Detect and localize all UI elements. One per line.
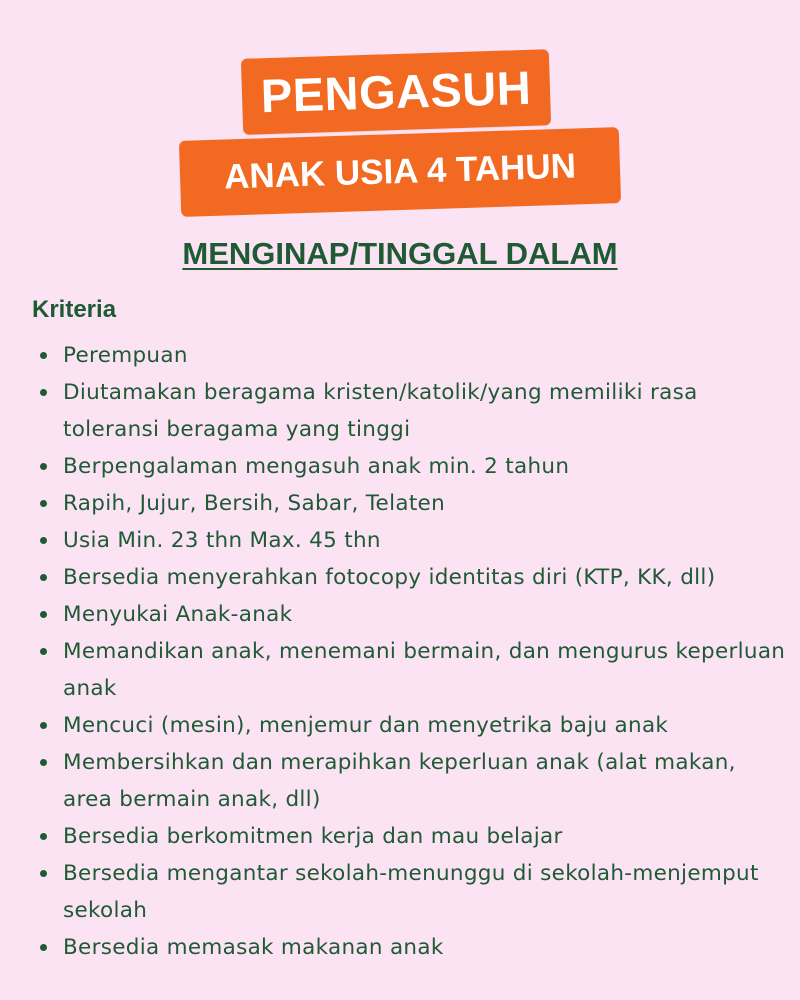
list-item xyxy=(30,707,790,744)
list-item-text: Bersedia menyerahkan fotocopy identitas diri (KTP, KK, dll) xyxy=(63,565,716,590)
bullet-icon xyxy=(40,833,47,840)
list-item xyxy=(30,559,790,596)
bullet-icon xyxy=(40,389,47,396)
bullet-icon xyxy=(40,500,47,507)
list-item-text: Mencuci (mesin), menjemur dan menyetrika baju anak xyxy=(63,713,669,738)
list-item-text: Bersedia memasak makanan anak xyxy=(63,935,444,960)
list-item xyxy=(30,522,790,559)
list-item xyxy=(30,374,790,448)
list-item xyxy=(30,633,790,707)
list-item xyxy=(30,596,790,633)
subtitle-banner-text: ANAK USIA 4 TAHUN xyxy=(223,146,577,197)
bullet-icon xyxy=(40,611,47,618)
list-item-text: Berpengalaman mengasuh anak min. 2 tahun xyxy=(63,454,570,479)
list-item xyxy=(30,818,790,855)
bullet-icon xyxy=(40,870,47,877)
bullet-icon xyxy=(40,648,47,655)
bullet-icon xyxy=(40,463,47,470)
list-item-text: Bersedia mengantar sekolah-menunggu di sekolah-menjemput sekolah xyxy=(63,861,759,923)
list-item-text: Bersedia berkomitmen kerja dan mau belajar xyxy=(63,824,563,849)
list-item-text: Rapih, Jujur, Bersih, Sabar, Telaten xyxy=(63,491,446,516)
list-item xyxy=(30,855,790,929)
list-item-text: Diutamakan beragama kristen/katolik/yang memiliki rasa toleransi beragama yang tinggi xyxy=(63,380,698,442)
list-item xyxy=(30,485,790,522)
criteria-heading: Kriteria xyxy=(32,296,117,323)
bullet-icon xyxy=(40,537,47,544)
criteria-list xyxy=(30,337,790,966)
list-item-text: Menyukai Anak-anak xyxy=(63,602,293,627)
list-item xyxy=(30,337,790,374)
list-item-text: Memandikan anak, menemani bermain, dan mengurus keperluan anak xyxy=(63,639,786,701)
title: PENGASUH xyxy=(260,60,532,123)
list-item-text: Perempuan xyxy=(63,343,188,368)
list-item xyxy=(30,448,790,485)
bullet-icon xyxy=(40,574,47,581)
list-item-text: Membersihkan dan merapihkan keperluan anak (alat makan, area bermain anak, dll) xyxy=(63,750,736,812)
bullet-icon xyxy=(40,352,47,359)
list-item xyxy=(30,929,790,966)
subtitle: MENGINAP/TINGGAL DALAM xyxy=(182,236,618,271)
bullet-icon xyxy=(40,759,47,766)
bullet-icon xyxy=(40,944,47,951)
list-item-text: Usia Min. 23 thn Max. 45 thn xyxy=(63,528,381,553)
bullet-icon xyxy=(40,722,47,729)
list-item xyxy=(30,744,790,818)
